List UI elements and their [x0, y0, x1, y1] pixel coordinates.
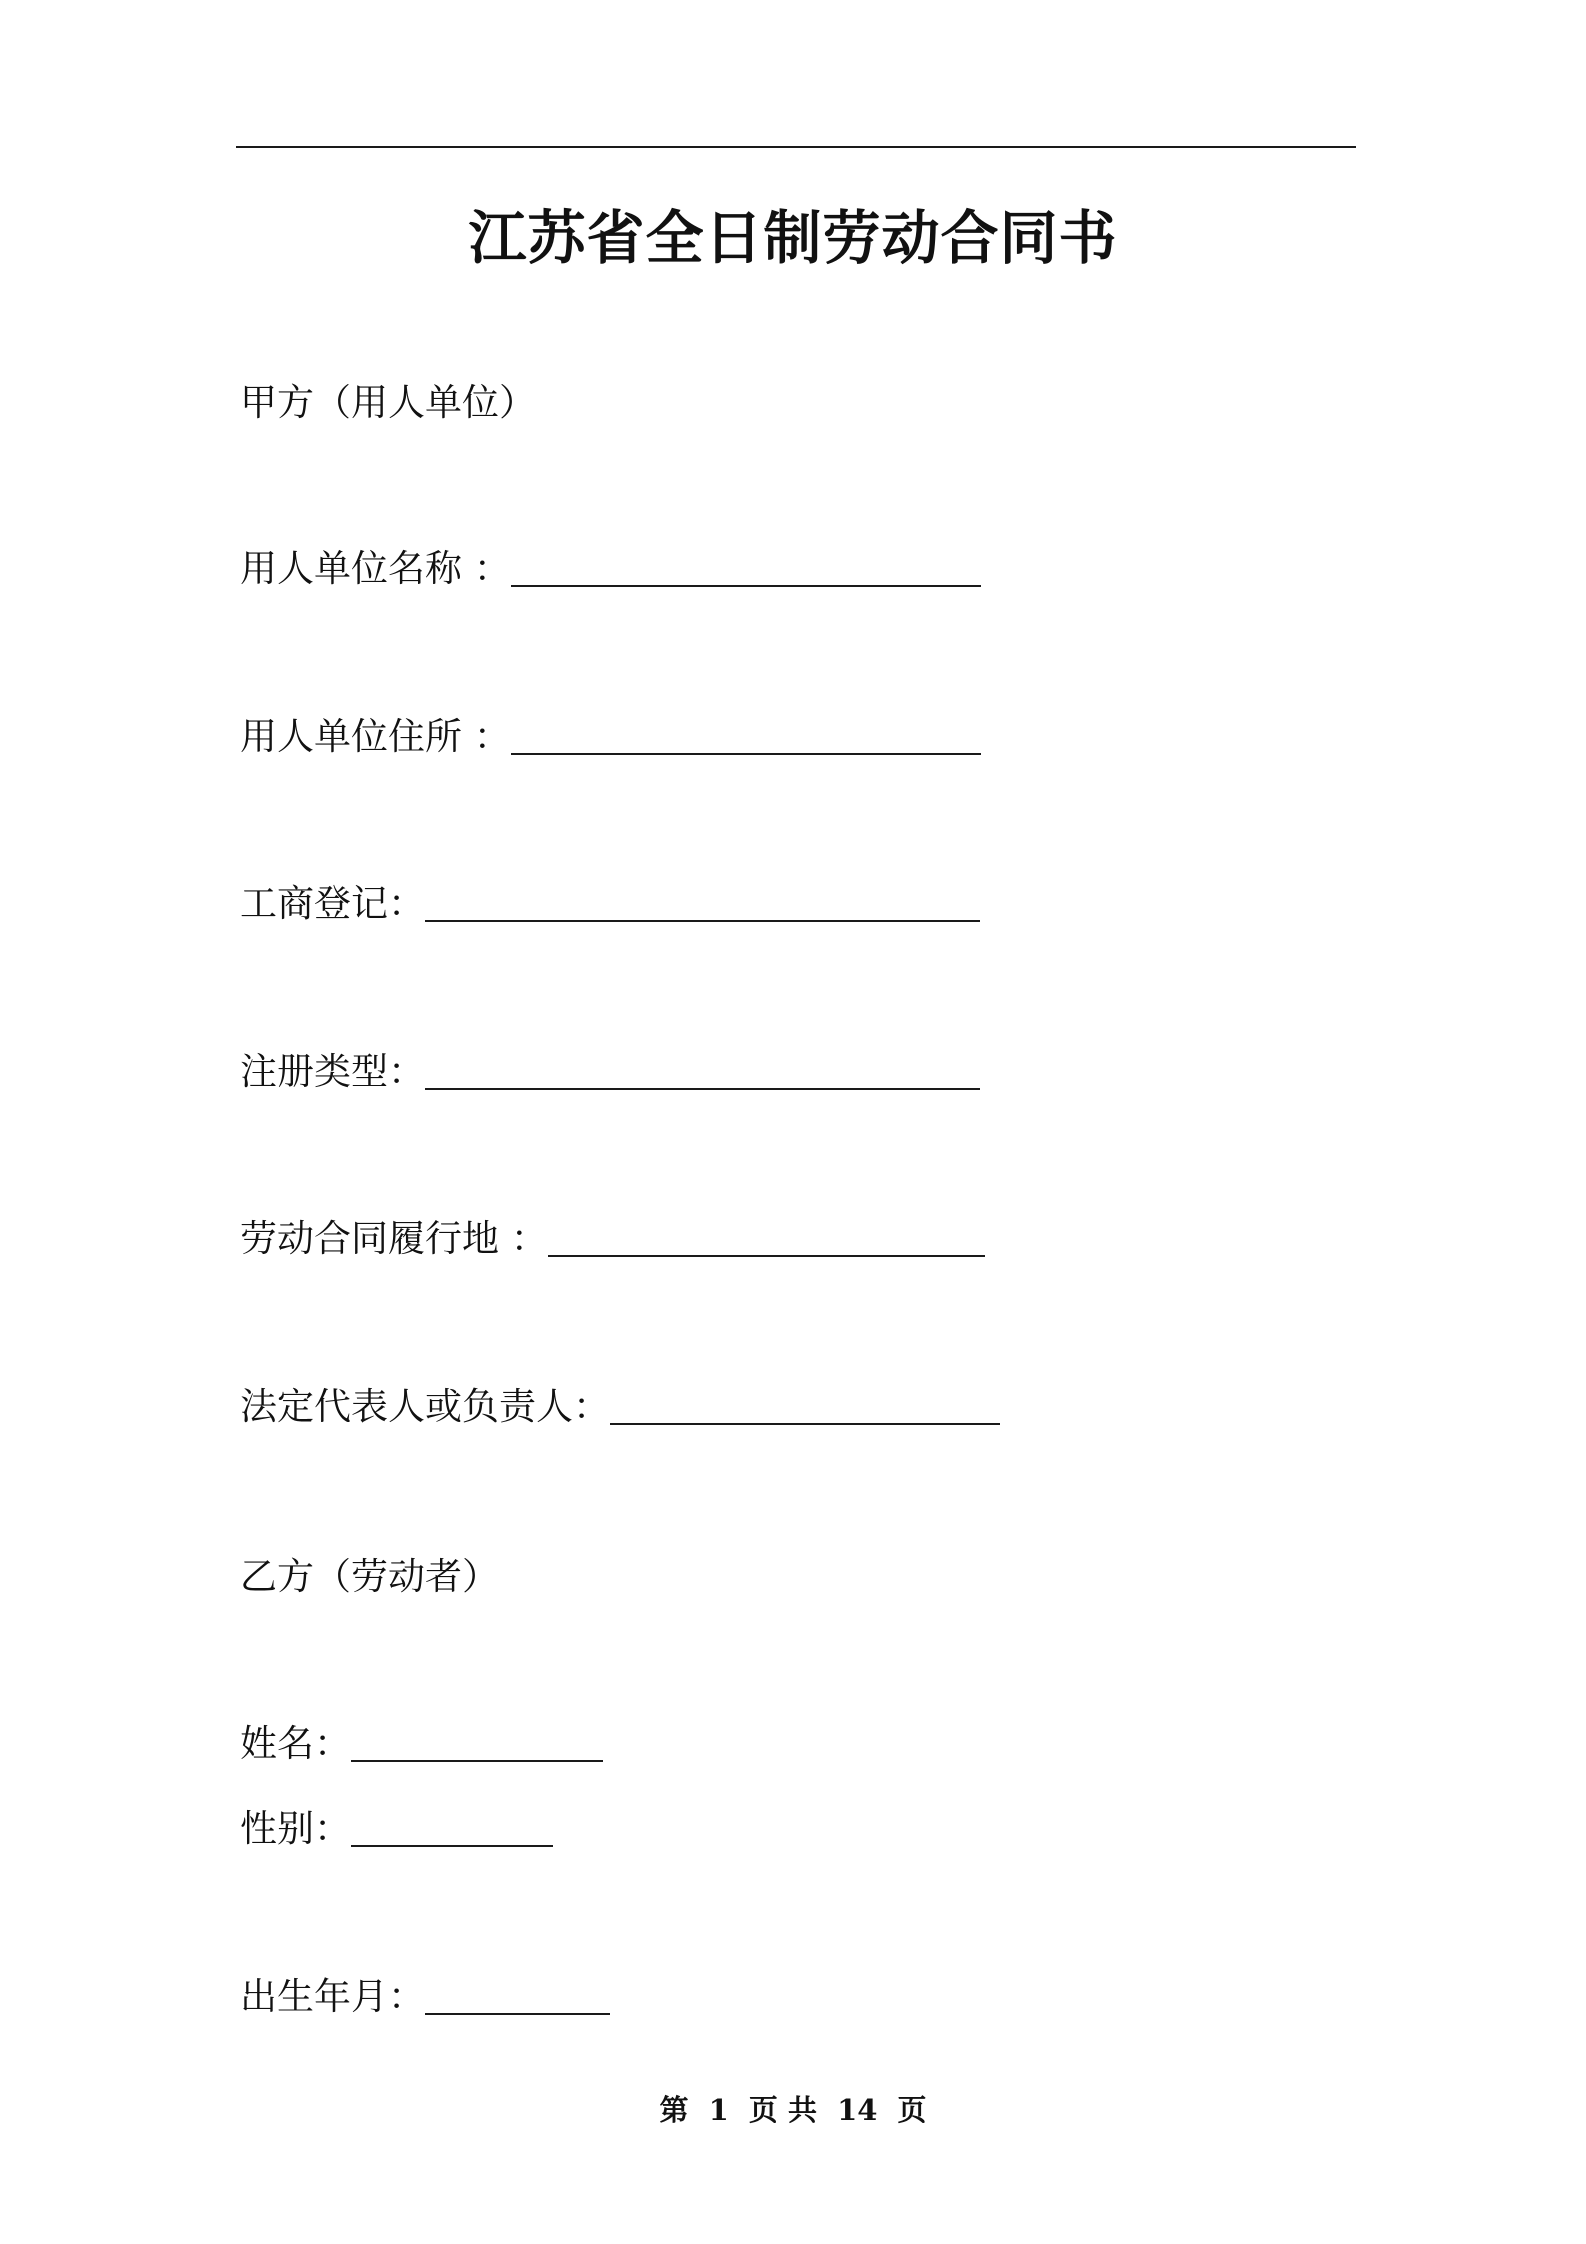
employer-name-field — [240, 545, 981, 593]
footer-suffix: 页 — [897, 2093, 927, 2127]
registration-type-label: 注册类型： — [240, 1050, 425, 1093]
worker-name-field — [240, 1720, 603, 1768]
business-registration-field — [240, 880, 980, 928]
footer-total-pages: 14 — [837, 2093, 878, 2127]
worker-birth-date-field — [240, 1973, 610, 2021]
footer-prefix: 第 — [659, 2093, 689, 2127]
legal-representative-field — [240, 1383, 1000, 1431]
worker-name-blank[interactable] — [351, 1760, 603, 1762]
business-registration-label: 工商登记： — [240, 882, 425, 925]
party-b-heading: 乙方（劳动者） — [240, 1555, 499, 1598]
employer-address-field — [240, 713, 981, 761]
party-a-heading: 甲方（用人单位） — [240, 381, 536, 424]
employer-address-blank[interactable] — [511, 753, 981, 755]
worker-gender-field — [240, 1805, 553, 1853]
worker-name-label: 姓名： — [240, 1722, 351, 1765]
employer-name-label: 用人单位名称 ： — [240, 547, 511, 590]
employer-name-blank[interactable] — [511, 585, 981, 587]
contract-performance-place-field — [240, 1215, 985, 1263]
registration-type-blank[interactable] — [425, 1088, 980, 1090]
footer-middle: 页 共 — [748, 2093, 817, 2127]
worker-gender-label: 性别： — [240, 1807, 351, 1850]
registration-type-field — [240, 1048, 980, 1096]
contract-performance-place-blank[interactable] — [548, 1255, 985, 1257]
legal-representative-label: 法定代表人或负责人： — [240, 1385, 610, 1428]
contract-performance-place-label: 劳动合同履行地 ： — [240, 1217, 548, 1260]
header-rule — [236, 146, 1356, 148]
worker-birth-date-label: 出生年月： — [240, 1975, 425, 2018]
document-title: 江苏省全日制劳动合同书 — [468, 204, 1118, 272]
worker-birth-date-blank[interactable] — [425, 2013, 610, 2015]
employer-address-label: 用人单位住所 ： — [240, 715, 511, 758]
legal-representative-blank[interactable] — [610, 1423, 1000, 1425]
worker-gender-blank[interactable] — [351, 1845, 553, 1847]
footer-current-page: 1 — [708, 2093, 729, 2127]
page-footer — [0, 2090, 1586, 2130]
business-registration-blank[interactable] — [425, 920, 980, 922]
